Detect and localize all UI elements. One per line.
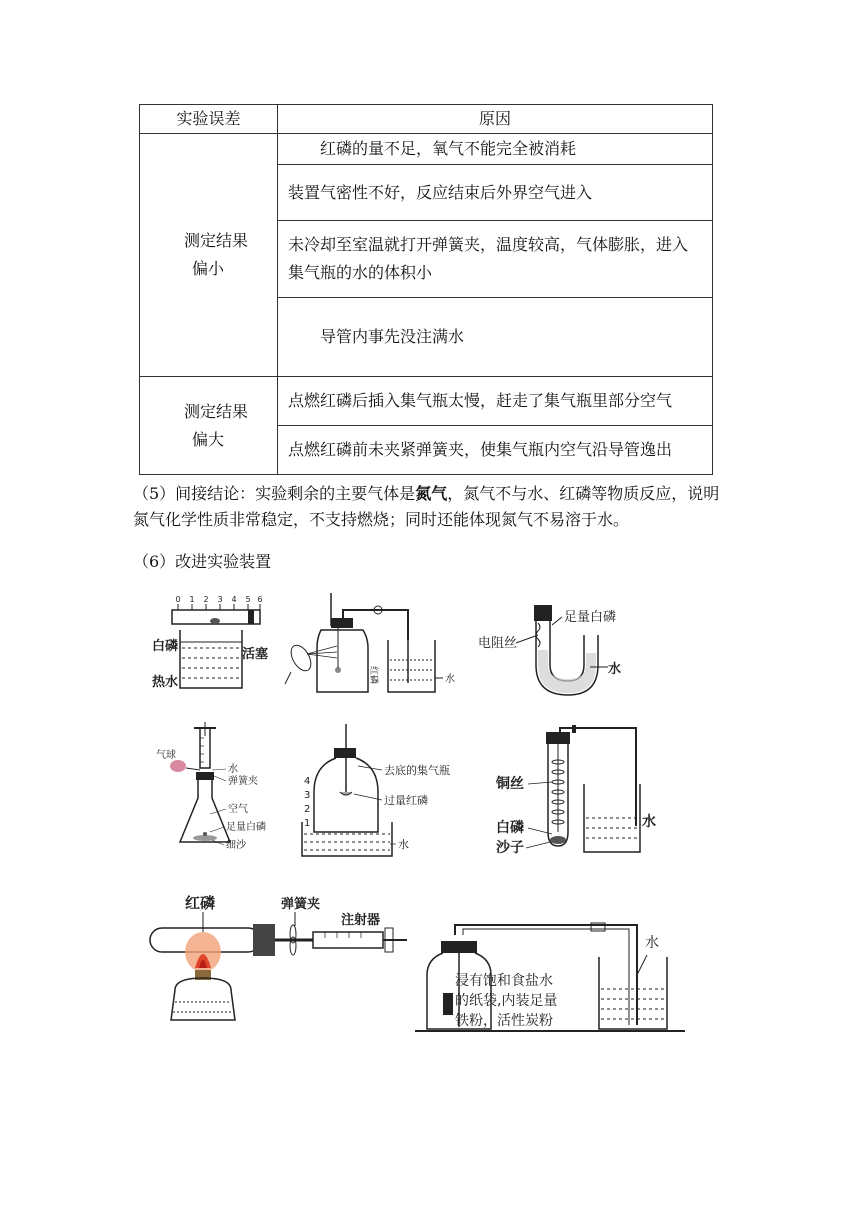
fig1-scale-tick: 5 — [245, 595, 251, 604]
fig1-scale-tick: 1 — [189, 595, 195, 604]
header-reason: 原因 — [278, 105, 713, 134]
fig7-syringe: 注射器 — [341, 913, 381, 928]
category-large — [140, 377, 278, 475]
reason-cell: 红磷的量不足，氧气不能完全被消耗 — [278, 134, 713, 165]
table-row — [140, 377, 713, 426]
category-small-line1: 测定结果 — [184, 231, 249, 250]
fig1-hot-water: 热水 — [152, 675, 179, 690]
fig5-water: 水 — [398, 838, 409, 851]
fig7-red-phosphorus: 红磷 — [185, 894, 216, 912]
fig4-water: 水 — [228, 764, 238, 775]
fig1-scale-tick: 3 — [217, 595, 223, 604]
fig8-desc-line3: 铁粉，活性炭粉 — [455, 1013, 553, 1029]
fig3-enough-white-phosphorus: 足量白磷 — [564, 610, 617, 625]
header-error: 实验误差 — [140, 105, 278, 134]
fig6-white-phosphorus: 白磷 — [496, 820, 524, 836]
table-header-row — [140, 105, 713, 134]
fig5-scale: 2 — [304, 804, 311, 815]
fig5-scale: 3 — [304, 790, 311, 801]
table-row — [140, 134, 713, 165]
fig5-excess-red-phosphorus: 过量红磷 — [384, 794, 428, 807]
fig5-scale: 1 — [304, 818, 311, 829]
fig4-clip: 弹簧夹 — [228, 776, 258, 787]
figure-4 — [150, 722, 268, 862]
fig6-copper-wire: 铜丝 — [496, 776, 524, 792]
fig3-water: 水 — [608, 662, 622, 677]
figure-6 — [490, 722, 660, 862]
fig7-clip: 弹簧夹 — [281, 897, 321, 912]
figure-1 — [150, 590, 280, 695]
reason-cell: 点燃红磷后插入集气瓶太慢，赶走了集气瓶里部分空气 — [278, 377, 713, 426]
section5-prefix: （5）间接结论：实验剩余的主要气体是 — [133, 484, 416, 503]
fig2-red-phosphorus: 红磷 — [368, 666, 378, 685]
fig4-air: 空气 — [228, 804, 248, 815]
reason-cell: 点燃红磷前未夹紧弹簧夹，使集气瓶内空气沿导管逸出 — [278, 426, 713, 475]
fig5-bottle: 去底的集气瓶 — [384, 764, 450, 777]
section5-suffix: ，氮气不与水、红磷等物质反应，说明氮气化学性质非常稳定，不支持燃烧；同时还能体现氮气不易溶于水。 — [133, 484, 720, 529]
reason-cell: 未冷却至室温就打开弹簧夹，温度较高，气体膨胀，进入集气瓶的水的体积小 — [278, 221, 713, 298]
error-table — [139, 104, 713, 475]
figure-3 — [478, 595, 658, 700]
fig1-scale-tick: 6 — [257, 595, 263, 604]
category-large-line1: 测定结果 — [184, 401, 249, 421]
figure-7 — [145, 890, 415, 1035]
fig1-scale-tick: 4 — [231, 595, 237, 604]
fig2-water: 水 — [445, 674, 455, 685]
section6-title: （6）改进实验装置 — [133, 552, 272, 571]
fig1-scale-tick: 0 — [175, 595, 181, 604]
fig1-white-phosphorus: 白磷 — [152, 639, 179, 654]
figure-2 — [283, 588, 463, 700]
reason-cell: 装置气密性不好，反应结束后外界空气进入 — [278, 165, 713, 221]
category-large-line2: 偏大 — [192, 429, 225, 449]
fig1-scale-tick: 2 — [203, 595, 209, 604]
figure-5 — [300, 722, 470, 862]
figure-8 — [415, 915, 695, 1040]
section5-bold: 氮气 — [415, 484, 448, 503]
fig8-desc-line2: 的纸袋,内装足量 — [455, 993, 558, 1009]
reason-cell: 导管内事先没注满水 — [278, 298, 713, 377]
fig8-water: 水 — [645, 935, 659, 951]
fig4-enough-white-phosphorus: 足量白磷 — [226, 822, 266, 833]
fig4-balloon: 气球 — [156, 750, 176, 761]
fig6-water: 水 — [642, 814, 656, 830]
fig5-scale: 4 — [304, 776, 311, 787]
fig3-resistance-wire: 电阻丝 — [478, 636, 518, 651]
category-small — [140, 134, 278, 377]
fig8-desc-line1: 浸有饱和食盐水 — [455, 973, 553, 989]
fig4-fine-sand: 细沙 — [226, 840, 246, 851]
category-small-line2: 偏小 — [192, 259, 225, 278]
fig1-piston: 活塞 — [242, 647, 269, 662]
fig6-sand: 沙子 — [496, 840, 524, 856]
section5-paragraph — [133, 481, 733, 533]
